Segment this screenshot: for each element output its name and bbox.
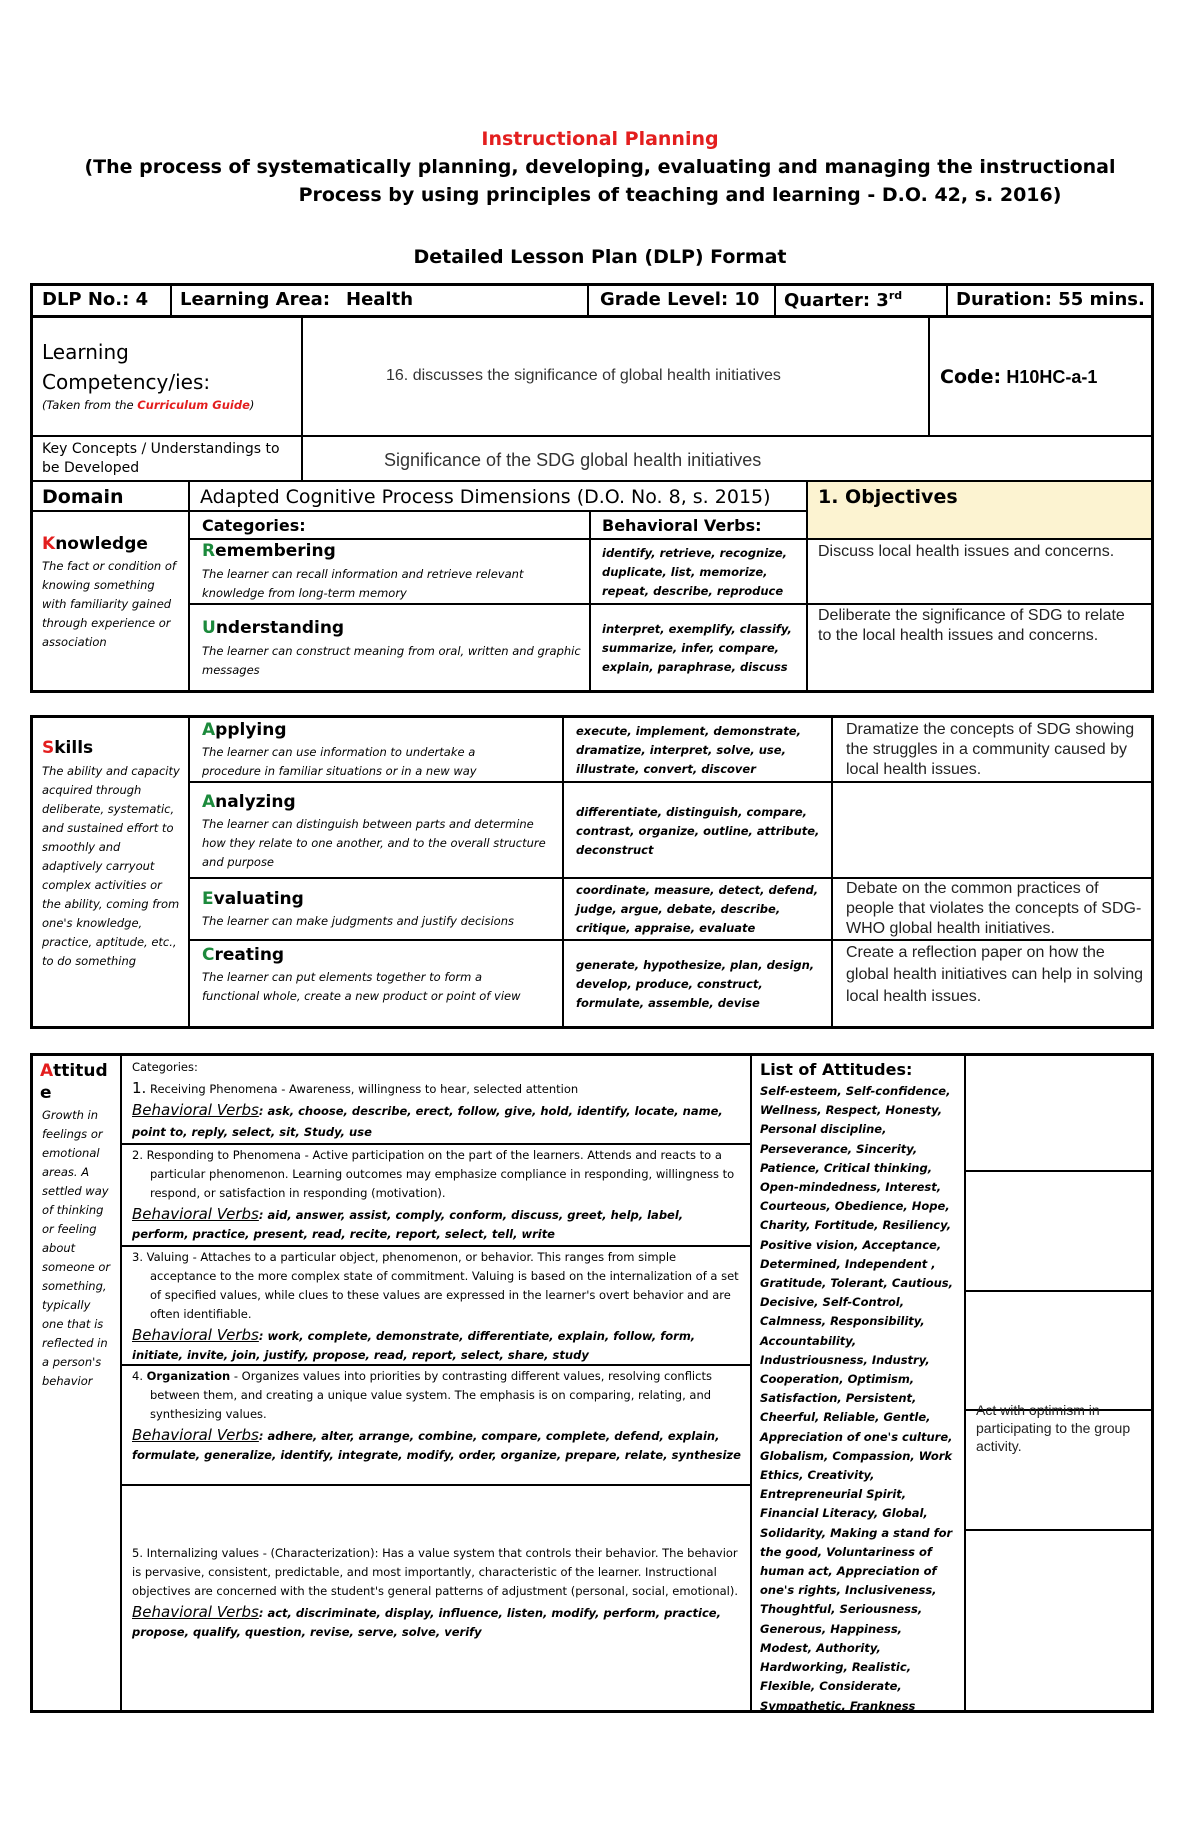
attitude-title: Attitude xyxy=(40,1061,108,1103)
remembering-objective: Discuss local health issues and concerns. xyxy=(818,543,1115,560)
grade-level: Grade Level: 10 xyxy=(600,289,760,310)
applying-title: Applying xyxy=(202,720,287,740)
skills-description: The ability and capacity acquired through deliberate, systematic, and sustained effort to smoothly and adaptively carryout complex activities or the ability, coming from one's knowledge, practice, aptitude, etc., to do something xyxy=(42,764,180,968)
attitude-item-5: 5. Internalizing values - (Characterization): Has a value system that controls their behavior. The behavior is pervasive, consistent, predictable, and most importantly, characteristic of the learner. Instructional objectives are concerned with the student's general patterns of adjustment (personal, social, emotional). Behavioral Verbs: act, discriminate, display, influence, listen, modify, perform, practice, propose, qualify, question, revise, serve, solve, verify xyxy=(132,1546,739,1639)
attitudes-list-header: List of Attitudes: xyxy=(760,1060,913,1079)
creating-title: Creating xyxy=(202,945,285,965)
domain-header: Domain xyxy=(42,486,124,508)
attitudes-list: Self-esteem, Self-confidence, Wellness, Respect, Honesty, Personal discipline, Perseverance, Sincerity, Patience, Critical thinking, Open-mindedness, Interest, Courteous, Obedience, Hope, Charity, Fortitude, Resiliency, Positive vision, Acceptance, Determined, Independent , Gratitude, Tolerant, Cautious, Decisive, Self-Control, Calmness, Responsibility, Accountability, Industriousness, Industry, Cooperation, Optimism, Satisfaction, Persistent, Cheerful, Reliable, Gentle, Appreciation of one's culture, Globalism, Compassion, Work Ethics, Creativity, Entrepreneurial Spirit, Financial Literacy, Global, Solidarity, Making a stand for the good, Voluntariness of human act, Appreciation of one's rights, Inclusiveness, Thoughtful, Seriousness, Generous, Happiness, Modest, Authority, Hardworking, Realistic, Flexible, Considerate, Sympathetic, Frankness xyxy=(760,1084,954,1713)
key-concepts-text: Significance of the SDG global health initiatives xyxy=(384,450,762,470)
remembering-description: The learner can recall information and retrieve relevant knowledge from long-term memory xyxy=(202,567,524,600)
understanding-title: Understanding xyxy=(202,618,345,638)
understanding-description: The learner can construct meaning from oral, written and graphic messages xyxy=(202,644,581,677)
categories-header: Categories: xyxy=(202,516,306,535)
understanding-verbs: interpret, exemplify, classify, summarize, infer, compare, explain, paraphrase, discuss xyxy=(602,622,792,674)
attitude-item-2: 2. Responding to Phenomena - Active participation on the part of the learners. Attends and reacts to a particular phenomenon. Learning outcomes may emphasize compliance in responding, willingness to respond, or satisfaction in responding (motivation). Behavioral Verbs: aid, answer, assist, comply, conform, discuss, greet, help, label, perform, practice, present, read, recite, report, select, tell, write xyxy=(132,1148,735,1241)
competency-text: 16. discusses the significance of global health initiatives xyxy=(386,367,781,384)
knowledge-title: Knowledge xyxy=(42,534,148,554)
attitude-description: Growth in feelings or emotional areas. A settled way of thinking or feeling about someone or something, typically one that is reflected in a person's behavior xyxy=(42,1108,111,1388)
competency-label-1: Learning xyxy=(42,340,129,364)
subtitle-line-1: (The process of systematically planning, developing, evaluating and managing the instructional xyxy=(84,156,1116,178)
evaluating-title: Evaluating xyxy=(202,889,304,909)
format-title: Detailed Lesson Plan (DLP) Format xyxy=(413,246,787,268)
attitude-item-1: 1. Receiving Phenomena - Awareness, willingness to hear, selected attention Behavioral Verbs: ask, choose, describe, erect, follow, give, hold, identify, locate, name, point to, reply, select, sit, Study, use xyxy=(132,1079,723,1139)
evaluating-description: The learner can make judgments and justify decisions xyxy=(202,914,514,928)
competency-label-2: Competency/ies: xyxy=(42,370,211,394)
skills-title: Skills xyxy=(42,738,94,758)
remembering-verbs: identify, retrieve, recognize, duplicate, list, memorize, repeat, describe, reproduce xyxy=(602,546,788,598)
subtitle-line-2: Process by using principles of teaching and learning - D.O. 42, s. 2016) xyxy=(298,184,1062,206)
page-title: Instructional Planning xyxy=(481,128,719,150)
creating-verbs: generate, hypothesize, plan, design, develop, produce, construct, formulate, assemble, devise xyxy=(576,958,815,1010)
attitude-objective: Act with optimism in participating to the group activity. xyxy=(976,1402,1131,1454)
attitude-item-3: 3. Valuing - Attaches to a particular object, phenomenon, or behavior. This ranges from simple acceptance to the more complex state of commitment. Valuing is based on the internalization of a set of specified values, while clues to these values are expressed in the learner's overt behavior and are often identifiable. Behavioral Verbs: work, complete, demonstrate, differentiate, explain, follow, form, initiate, invite, join, justify, propose, read, report, select, share, study xyxy=(132,1250,739,1362)
quarter: Quarter: 3rd xyxy=(784,289,903,311)
analyzing-title: Analyzing xyxy=(202,792,296,812)
objectives-header: 1. Objectives xyxy=(818,486,958,508)
applying-objective: Dramatize the concepts of SDG showing the struggles in a community caused by local health issues. xyxy=(846,721,1135,778)
evaluating-objective: Debate on the common practices of people that violates the concepts of SDG-WHO global health initiatives. xyxy=(846,880,1142,937)
competency-note: (Taken from the Curriculum Guide) xyxy=(42,398,255,412)
creating-description: The learner can put elements together to form a functional whole, create a new product or point of view xyxy=(202,970,521,1003)
acpd-header: Adapted Cognitive Process Dimensions (D.O. No. 8, s. 2015) xyxy=(200,486,771,508)
learning-area-value: Health xyxy=(346,289,414,310)
understanding-objective: Deliberate the significance of SDG to relate to the local health issues and concerns. xyxy=(818,607,1125,644)
attitude-categories-label: Categories: xyxy=(132,1060,198,1074)
knowledge-description: The fact or condition of knowing something with familiarity gained through experience or association xyxy=(42,559,176,649)
key-concepts-label: Key Concepts / Understandings to be Developed xyxy=(42,441,280,476)
applying-verbs: execute, implement, demonstrate, dramatize, interpret, solve, use, illustrate, convert, discover xyxy=(576,724,801,776)
evaluating-verbs: coordinate, measure, detect, defend, judge, argue, debate, describe, critique, appraise, evaluate xyxy=(576,883,819,935)
analyzing-verbs: differentiate, distinguish, compare, contrast, organize, outline, attribute, deconstruct xyxy=(576,805,820,857)
analyzing-description: The learner can distinguish between parts and determine how they relate to one another, and to the overall structure and purpose xyxy=(202,817,546,869)
code: Code: H10HC-a-1 xyxy=(940,366,1098,388)
duration: Duration: 55 mins. xyxy=(956,289,1145,310)
verbs-header: Behavioral Verbs: xyxy=(602,516,762,535)
dlp-no: DLP No.: 4 xyxy=(42,289,149,310)
attitude-item-4: 4. Organization - Organizes values into priorities by contrasting different values, resolving conflicts between them, and creating a unique value system. The emphasis is on comparing, relating, and synthesizing values. Behavioral Verbs: adhere, alter, arrange, combine, compare, complete, defend, explain, formulate, generalize, identify, integrate, modify, order, organize, prepare, relate, synthesize xyxy=(132,1369,741,1462)
creating-objective: Create a reflection paper on how the global health initiatives can help in solving local health issues. xyxy=(846,944,1144,1005)
remembering-title: Remembering xyxy=(202,541,336,561)
learning-area-label: Learning Area: xyxy=(180,289,331,310)
applying-description: The learner can use information to undertake a procedure in familiar situations or in a new way xyxy=(202,745,477,778)
